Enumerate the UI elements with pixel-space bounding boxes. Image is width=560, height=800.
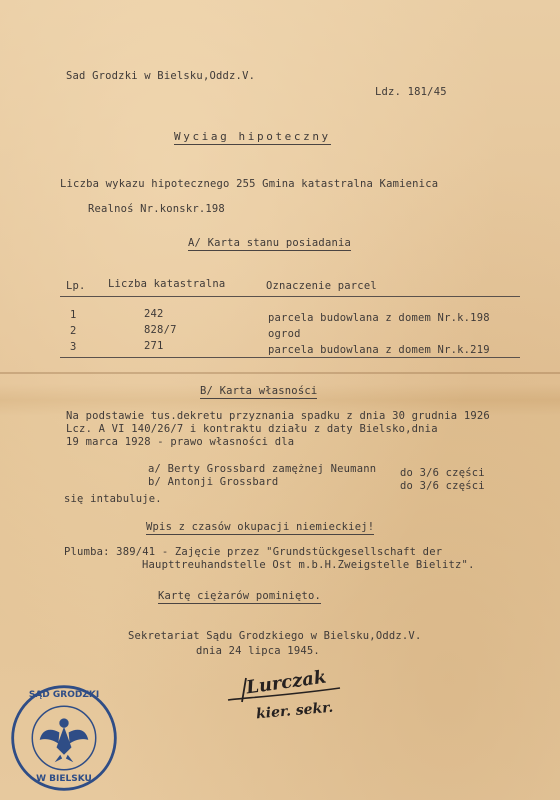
- section-b-heading: B/ Karta własności: [200, 385, 318, 397]
- ownership-text-line-2: Lcz. A VI 140/26/7 i kontraktu działu z daty Bielsko,dnia: [66, 423, 438, 435]
- owner-a: a/ Berty Grossbard zamężnej Neumann: [148, 463, 377, 475]
- signature-name: Lurczak: [244, 666, 328, 699]
- occupation-line-1: Plumba: 389/41 - Zajęcie przez "Grundstückgesellschaft der: [64, 546, 443, 558]
- ownership-text-line-3: 19 marca 1928 - prawo własności dla: [66, 436, 295, 448]
- signature-title: kier. sekr.: [255, 699, 334, 723]
- table-header-rule: [60, 296, 520, 297]
- court-name: Sad Grodzki w Bielsku,Oddz.V.: [66, 70, 256, 82]
- owner-a-share: do 3/6 części: [400, 467, 485, 479]
- property-number: Realnoś Nr.konskr.198: [88, 203, 225, 215]
- document-title: Wyciag hipoteczny: [174, 130, 331, 143]
- row-3-description: parcela budowlana z domem Nr.k.219: [268, 344, 490, 356]
- reference-number: Ldz. 181/45: [375, 86, 447, 98]
- secretariat-line: Sekretariat Sądu Grodzkiego w Bielsku,Oddz.V.: [128, 630, 422, 642]
- charges-note: Kartę ciężarów pominięto.: [158, 590, 322, 602]
- row-3-lp: 3: [70, 341, 77, 353]
- occupation-line-2: Haupttreuhandstelle Ost m.b.H.Zweigstelle Bielitz".: [142, 559, 475, 571]
- row-1-number: 242: [144, 308, 164, 320]
- row-3-number: 271: [144, 340, 164, 352]
- row-1-lp: 1: [70, 309, 77, 321]
- eagle-icon: [40, 718, 89, 762]
- col-lp: Lp.: [66, 280, 86, 292]
- row-2-description: ogrod: [268, 328, 301, 340]
- row-2-number: 828/7: [144, 324, 177, 336]
- register-line: Liczba wykazu hipotecznego 255 Gmina katastralna Kamienica: [60, 178, 439, 190]
- intabulation-note: się intabuluje.: [64, 493, 162, 505]
- col-cadastral-number: Liczba katastralna: [108, 278, 226, 290]
- stamp-bottom-text: W BIELSKU: [36, 774, 92, 784]
- section-a-heading: A/ Karta stanu posiadania: [188, 237, 352, 249]
- row-1-description: parcela budowlana z domem Nr.k.198: [268, 312, 490, 324]
- row-2-lp: 2: [70, 325, 77, 337]
- issue-date: dnia 24 lipca 1945.: [196, 645, 320, 657]
- col-parcel-description: Oznaczenie parcel: [266, 280, 377, 292]
- occupation-heading: Wpis z czasów okupacji niemieckiej!: [146, 521, 375, 533]
- ownership-text-line-1: Na podstawie tus.dekretu przyznania spadku z dnia 30 grudnia 1926: [66, 410, 490, 422]
- court-stamp: [8, 682, 120, 794]
- owner-b: b/ Antonji Grossbard: [148, 476, 279, 488]
- stamp-top-text: SĄD GRODZKI: [28, 690, 100, 700]
- owner-b-share: do 3/6 części: [400, 480, 485, 492]
- fold-line: [0, 372, 560, 374]
- table-bottom-rule: [60, 357, 520, 358]
